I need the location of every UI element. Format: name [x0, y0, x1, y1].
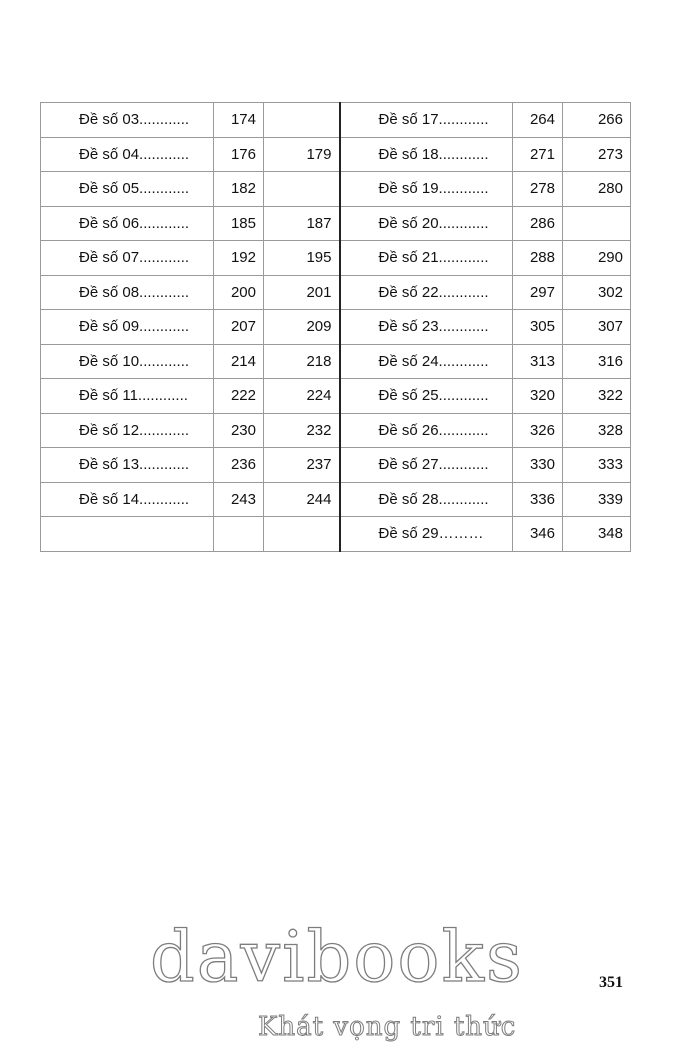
toc-page-answer: 339	[563, 482, 631, 517]
toc-page-start: 278	[513, 172, 563, 207]
table-row	[41, 137, 631, 172]
toc-page-start: 305	[513, 310, 563, 345]
toc-entry-label: Đề số 28............	[340, 482, 513, 517]
table-row	[41, 310, 631, 345]
toc-page-answer: 179	[264, 137, 340, 172]
toc-page-answer: 209	[264, 310, 340, 345]
toc-page-answer: 333	[563, 448, 631, 483]
toc-page-start: 236	[214, 448, 264, 483]
toc-page-answer: 237	[264, 448, 340, 483]
toc-page-answer: 316	[563, 344, 631, 379]
table-row	[41, 275, 631, 310]
toc-entry-label: Đề số 19............	[340, 172, 513, 207]
toc-page-answer: 322	[563, 379, 631, 414]
toc-page-answer: 328	[563, 413, 631, 448]
table-row	[41, 448, 631, 483]
toc-entry-label	[41, 517, 214, 552]
toc-page-start: 271	[513, 137, 563, 172]
toc-entry-label: Đề số 20............	[340, 206, 513, 241]
table-row	[41, 344, 631, 379]
toc-entry-label: Đề số 21............	[340, 241, 513, 276]
toc-page-answer: 218	[264, 344, 340, 379]
toc-page-start: 286	[513, 206, 563, 241]
toc-entry-label: Đề số 13............	[41, 448, 214, 483]
toc-entry-label: Đề số 25............	[340, 379, 513, 414]
toc-page-answer	[264, 172, 340, 207]
toc-page-answer: 280	[563, 172, 631, 207]
toc-page-start: 346	[513, 517, 563, 552]
watermark-slogan: Khát vọng tri thức	[258, 1012, 517, 1042]
table-row	[41, 379, 631, 414]
toc-entry-label: Đề số 07............	[41, 241, 214, 276]
toc-entry-label: Đề số 24............	[340, 344, 513, 379]
toc-page-answer: 201	[264, 275, 340, 310]
toc-page-start: 182	[214, 172, 264, 207]
toc-page-start: 336	[513, 482, 563, 517]
toc-page-answer: 244	[264, 482, 340, 517]
toc-page-start: 207	[214, 310, 264, 345]
toc-entry-label: Đề số 26............	[340, 413, 513, 448]
toc-page-answer	[563, 206, 631, 241]
table-row	[41, 241, 631, 276]
toc-entry-label: Đề số 09............	[41, 310, 214, 345]
toc-page-start: 297	[513, 275, 563, 310]
toc-page-start: 192	[214, 241, 264, 276]
toc-page-start: 288	[513, 241, 563, 276]
toc-page-answer: 232	[264, 413, 340, 448]
table-row	[41, 103, 631, 138]
table-row	[41, 172, 631, 207]
toc-entry-label: Đề số 17............	[340, 103, 513, 138]
toc-page-start: 330	[513, 448, 563, 483]
toc-page-start: 243	[214, 482, 264, 517]
toc-entry-label: Đề số 12............	[41, 413, 214, 448]
toc-entry-label: Đề số 18............	[340, 137, 513, 172]
toc-entry-label: Đề số 04............	[41, 137, 214, 172]
toc-page-answer: 195	[264, 241, 340, 276]
toc-entry-label: Đề số 27............	[340, 448, 513, 483]
toc-page-answer: 224	[264, 379, 340, 414]
toc-page-start: 264	[513, 103, 563, 138]
toc-entry-label: Đề số 05............	[41, 172, 214, 207]
toc-page-start	[214, 517, 264, 552]
table-row	[41, 517, 631, 552]
toc-page-start: 313	[513, 344, 563, 379]
toc-entry-label: Đề số 06............	[41, 206, 214, 241]
toc-page-answer: 273	[563, 137, 631, 172]
toc-page-answer: 290	[563, 241, 631, 276]
toc-page-answer	[264, 517, 340, 552]
toc-page-start: 185	[214, 206, 264, 241]
toc-page-start: 230	[214, 413, 264, 448]
page-number: 351	[599, 974, 623, 991]
watermark-logo: davibooks	[150, 916, 524, 998]
toc-page-answer: 187	[264, 206, 340, 241]
toc-page-answer: 348	[563, 517, 631, 552]
toc-page-answer	[264, 103, 340, 138]
toc-body	[41, 103, 631, 552]
toc-page-start: 320	[513, 379, 563, 414]
toc-entry-label: Đề số 23............	[340, 310, 513, 345]
toc-page-start: 214	[214, 344, 264, 379]
toc-entry-label: Đề số 22............	[340, 275, 513, 310]
toc-page-start: 326	[513, 413, 563, 448]
toc-entry-label: Đề số 08............	[41, 275, 214, 310]
toc-entry-label: Đề số 14............	[41, 482, 214, 517]
table-row	[41, 482, 631, 517]
toc-page-answer: 302	[563, 275, 631, 310]
toc-page-start: 176	[214, 137, 264, 172]
table-row	[41, 413, 631, 448]
toc-entry-label: Đề số 10............	[41, 344, 214, 379]
toc-page-start: 222	[214, 379, 264, 414]
toc-entry-label: Đề số 03............	[41, 103, 214, 138]
toc-page-answer: 307	[563, 310, 631, 345]
toc-entry-label: Đề số 29………	[340, 517, 513, 552]
toc-page-start: 174	[214, 103, 264, 138]
table-row	[41, 206, 631, 241]
toc-entry-label: Đề số 11............	[41, 379, 214, 414]
toc-table	[40, 102, 631, 552]
toc-page-answer: 266	[563, 103, 631, 138]
toc-page-start: 200	[214, 275, 264, 310]
